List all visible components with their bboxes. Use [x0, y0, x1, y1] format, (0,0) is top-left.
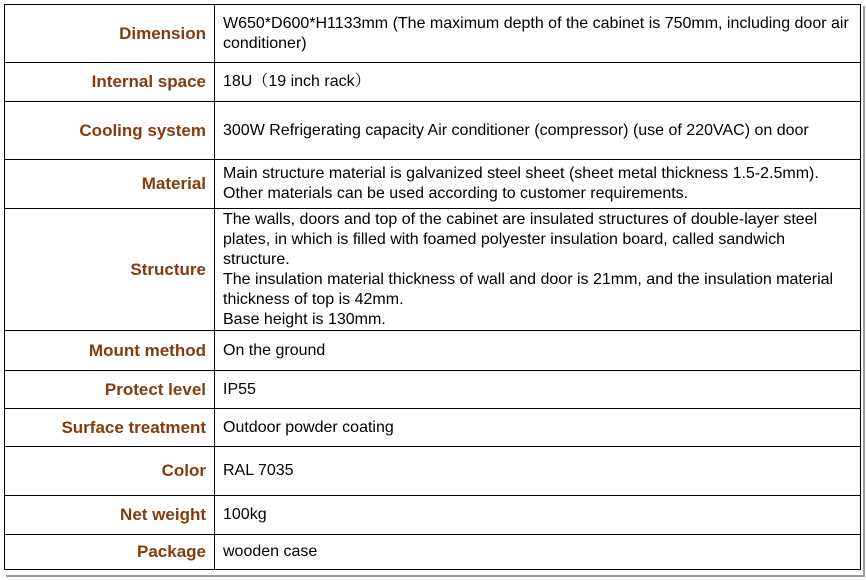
- table-row: [5, 496, 861, 535]
- row-value: [215, 409, 861, 447]
- value-line: Base height is 130mm.: [223, 310, 386, 328]
- row-value: [215, 5, 861, 63]
- row-value: [215, 535, 861, 570]
- row-value: [215, 447, 861, 496]
- specification-table: [4, 4, 861, 570]
- value-line: W650*D600*H1133mm (The maximum depth of the cabinet is 750mm, including door air conditioner): [223, 14, 849, 52]
- row-value: [215, 371, 861, 409]
- value-line: Outdoor powder coating: [223, 418, 394, 436]
- table-row: [5, 102, 861, 160]
- value-line: 300W Refrigerating capacity Air conditioner (compressor) (use of 220VAC) on door: [223, 121, 809, 139]
- value-line: The insulation material thickness of wall and door is 21mm, and the insulation material thickness of top is 42mm.: [223, 270, 834, 308]
- row-value: [215, 102, 861, 160]
- row-label: Cooling system: [5, 102, 215, 160]
- row-label: Internal space: [5, 63, 215, 102]
- value-line: IP55: [223, 380, 256, 398]
- table-row: [5, 331, 861, 371]
- table-row: [5, 409, 861, 447]
- row-label: Package: [5, 535, 215, 570]
- row-label: Color: [5, 447, 215, 496]
- row-value: [215, 63, 861, 102]
- row-value: [215, 209, 861, 331]
- row-label: Dimension: [5, 5, 215, 63]
- row-label: Protect level: [5, 371, 215, 409]
- table-row: [5, 447, 861, 496]
- value-line: 18U（19 inch rack）: [223, 73, 371, 90]
- table-row: [5, 5, 861, 63]
- value-line: RAL 7035: [223, 462, 294, 479]
- row-label: Material: [5, 160, 215, 209]
- row-value: [215, 496, 861, 535]
- table-row: [5, 209, 861, 331]
- row-label: Net weight: [5, 496, 215, 535]
- value-line: wooden case: [223, 543, 318, 560]
- value-line: On the ground: [223, 341, 326, 359]
- row-label: Surface treatment: [5, 409, 215, 447]
- row-label: Structure: [5, 209, 215, 331]
- value-line: Main structure material is galvanized steel sheet (sheet metal thickness 1.5-2.5mm). Other materials can be used according to customer requirements.: [223, 165, 819, 202]
- row-value: [215, 160, 861, 209]
- table-row: [5, 371, 861, 409]
- value-line: The walls, doors and top of the cabinet are insulated structures of double-layer steel plates, in which is filled with foamed polyester insulation board, called sandwich structure.: [223, 210, 818, 268]
- table-row: [5, 160, 861, 209]
- row-label: Mount method: [5, 331, 215, 371]
- table-row: [5, 63, 861, 102]
- table-row: [5, 535, 861, 570]
- value-line: 100kg: [223, 506, 267, 523]
- row-value: [215, 331, 861, 371]
